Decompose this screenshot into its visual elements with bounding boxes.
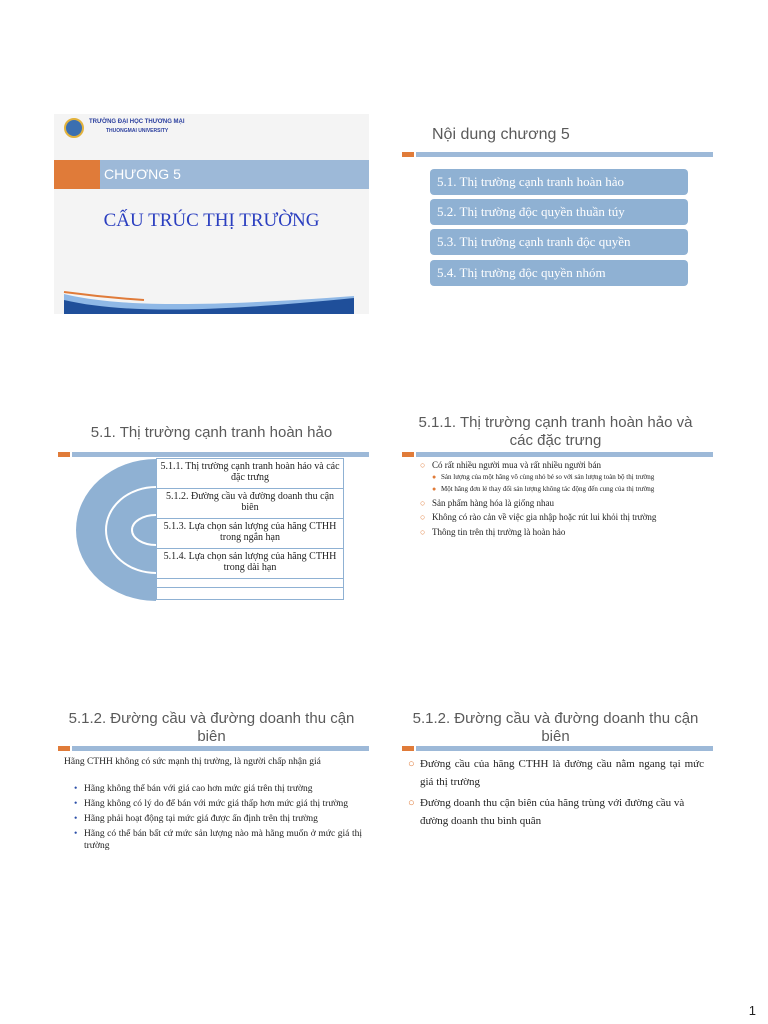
bullet-list bbox=[74, 784, 362, 852]
dot-bullet-icon: • bbox=[74, 828, 78, 839]
slide-title: 5.1. Thị trường cạnh tranh hoàn hảo bbox=[90, 424, 333, 441]
slide-1 bbox=[54, 114, 369, 314]
dot-bullet-icon: • bbox=[74, 784, 78, 794]
slide-title: Nội dung chương 5 bbox=[432, 126, 570, 143]
ring-bullet-icon: ○ bbox=[420, 497, 426, 508]
bullet-item: • Hãng có thể bán bất cứ mức sản lượng nào mà hãng muốn ở mức giá thị trường bbox=[74, 828, 362, 851]
sub-bullet-item: ● Một hãng đơn lẻ thay đổi sản lượng không tác động đến cung của thị trường bbox=[432, 485, 655, 493]
outline-empty-row bbox=[157, 587, 343, 588]
bullet-item: ○ Không có rào cản về việc gia nhập hoặc rút lui khỏi thị trường bbox=[420, 512, 657, 522]
agenda-item-label: 5.2. Thị trường độc quyền thuần túy bbox=[437, 204, 625, 219]
chapter-label: CHƯƠNG 5 bbox=[104, 166, 181, 182]
agenda-item-label: 5.3. Thị trường cạnh tranh độc quyền bbox=[437, 234, 631, 249]
agenda-item-label: 5.4. Thị trường độc quyền nhóm bbox=[437, 265, 606, 280]
bullet-content bbox=[420, 460, 710, 539]
bullet-item: • Hãng phải hoạt động tại mức giá được ấn định trên thị trường bbox=[74, 813, 318, 824]
slide-3 bbox=[54, 410, 369, 610]
outline-item-1[interactable]: 5.1.1. Thị trường cạnh tranh hoàn hảo và các đặc trưng bbox=[157, 459, 343, 489]
dot-bullet-icon: ● bbox=[432, 485, 437, 493]
outline-box bbox=[156, 458, 344, 600]
slide-5 bbox=[54, 706, 369, 906]
dot-bullet-icon: ● bbox=[432, 473, 437, 482]
header-bar bbox=[416, 152, 713, 157]
slide-title: 5.1.2. Đường cầu và đường doanh thu cận biên bbox=[68, 710, 355, 745]
header-bar bbox=[72, 452, 369, 457]
agenda-item-1[interactable] bbox=[430, 169, 688, 195]
agenda-item-2[interactable] bbox=[430, 199, 688, 225]
slide-title: 5.1.1. Thị trường cạnh tranh hoàn hảo và các đặc trưng bbox=[418, 414, 693, 449]
slide-number-marker bbox=[58, 746, 70, 751]
bullet-list bbox=[408, 756, 704, 830]
bullet-item: ○ Thông tin trên thị trường là hoàn hảo bbox=[420, 527, 566, 538]
header-bar bbox=[416, 746, 713, 751]
slide-title: 5.1.2. Đường cầu và đường doanh thu cận biên bbox=[412, 710, 699, 745]
intro-text: Hãng CTHH không có sức mạnh thị trường, là người chấp nhận giá bbox=[64, 757, 321, 767]
bullet-item: • Hãng không thể bán với giá cao hơn mức giá trên thị trường bbox=[74, 784, 313, 794]
ring-bullet-icon: ○ bbox=[408, 797, 415, 810]
bullet-item: ○ Sản phẩm hàng hóa là giống nhau bbox=[420, 497, 554, 508]
ring-bullet-icon: ○ bbox=[420, 512, 426, 522]
logo-name: TRƯỜNG ĐẠI HỌC THƯƠNG MẠI bbox=[89, 119, 185, 125]
bullet-item: ○ Có rất nhiều người mua và rất nhiều người bán bbox=[420, 460, 601, 470]
agenda-item-3[interactable] bbox=[430, 229, 688, 255]
outline-item-2[interactable]: 5.1.2. Đường cầu và đường doanh thu cận biên bbox=[157, 489, 343, 519]
ring-bullet-icon: ○ bbox=[420, 460, 426, 470]
chapter-bar bbox=[100, 160, 369, 189]
slide-number-marker bbox=[402, 452, 414, 457]
arc-diagram bbox=[76, 459, 166, 601]
slide-number-marker bbox=[402, 746, 414, 751]
dot-bullet-icon: • bbox=[74, 813, 78, 824]
slide-number-marker bbox=[58, 452, 70, 457]
ring-bullet-icon: ○ bbox=[408, 758, 415, 770]
agenda-item-4[interactable] bbox=[430, 260, 688, 286]
outline-item-3[interactable]: 5.1.3. Lựa chọn sản lượng của hãng CTHH trong ngắn hạn bbox=[157, 519, 343, 549]
dot-bullet-icon: • bbox=[74, 798, 78, 809]
header-bar bbox=[416, 452, 713, 457]
slide-2 bbox=[398, 114, 713, 314]
slide-title: CẤU TRÚC THỊ TRƯỜNG bbox=[103, 210, 320, 231]
bullet-item: ○ Đường doanh thu cận biên của hãng trùng với đường cầu và đường doanh thu bình quân bbox=[408, 797, 685, 827]
chapter-square bbox=[54, 160, 100, 189]
logo-sub: THUONGMAI UNIVERSITY bbox=[106, 128, 169, 134]
bullet-item: ○ Đường cầu của hãng CTHH là đường cầu nằm ngang tại mức giá thị trường bbox=[408, 758, 704, 788]
header-bar bbox=[72, 746, 369, 751]
slide-6 bbox=[398, 706, 713, 906]
bullet-item: • Hãng không có lý do để bán với mức giá thấp hơn mức giá thị trường bbox=[74, 798, 349, 809]
outline-item-4[interactable]: 5.1.4. Lựa chọn sản lượng của hãng CTHH trong dài hạn bbox=[157, 549, 343, 579]
slide-4 bbox=[398, 410, 713, 610]
wave-decoration bbox=[54, 284, 369, 314]
university-logo bbox=[64, 118, 84, 138]
page-number: 1 bbox=[748, 1003, 756, 1018]
sub-bullet-item: ● Sản lượng của một hãng vô cùng nhỏ bé so với sản lượng toàn bộ thị trường bbox=[432, 473, 655, 482]
slide-number-marker bbox=[402, 152, 414, 157]
agenda-item-label: 5.1. Thị trường cạnh tranh hoàn hảo bbox=[437, 174, 624, 189]
ring-bullet-icon: ○ bbox=[420, 527, 426, 538]
